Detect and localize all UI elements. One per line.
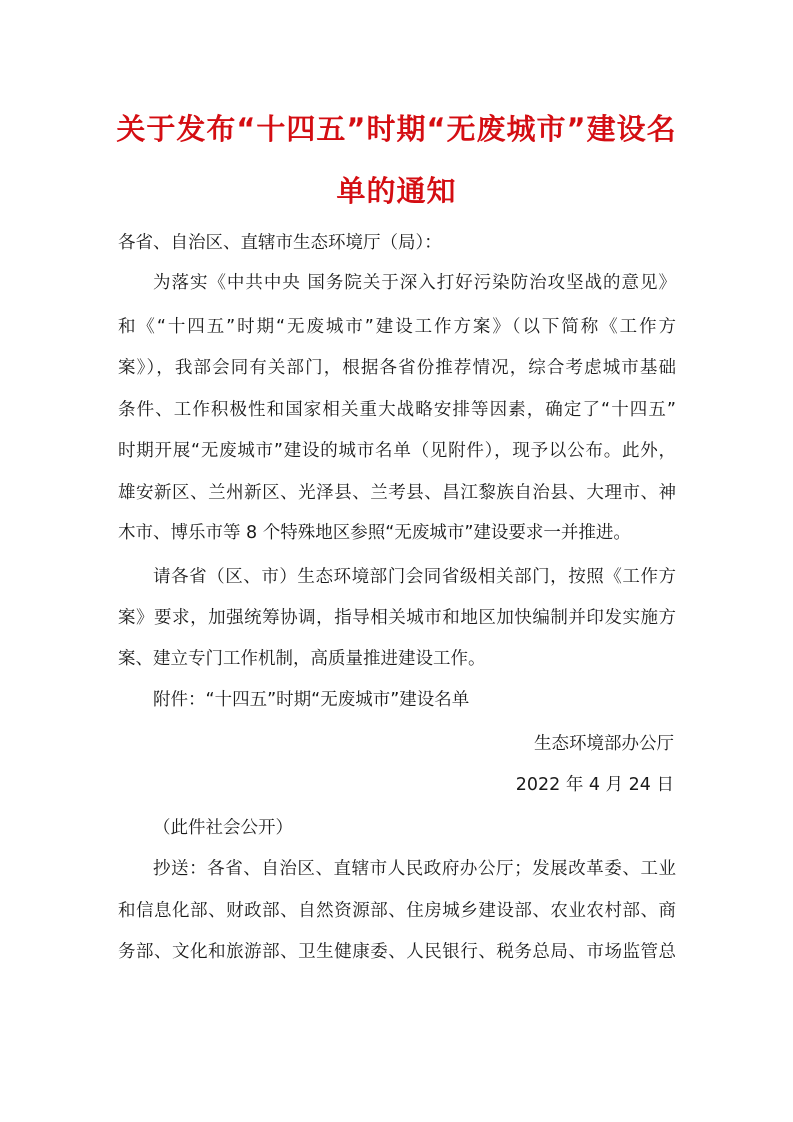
paragraph-2-line-2: 案》要求，加强统筹协调，指导相关城市和地区加快编制并印发实施方 (118, 608, 676, 628)
document-title-line-1: 关于发布“十四五”时期“无废城市”建设名 (116, 112, 677, 146)
paragraph-1-line-3: 案》），我部会同有关部门，根据各省份推荐情况，综合考虑城市基础 (118, 358, 676, 378)
attachment-note: 附件：“十四五”时期“无废城市”建设名单 (153, 690, 470, 710)
cc-line-3: 务部、文化和旅游部、卫生健康委、人民银行、税务总局、市场监管总 (118, 942, 676, 962)
paragraph-1-line-6: 雄安新区、兰州新区、光泽县、兰考县、昌江黎族自治县、大理市、神 (118, 483, 676, 503)
paragraph-1-line-4: 条件、工作积极性和国家相关重大战略安排等因素，确定了“十四五” (118, 400, 676, 420)
paragraph-1-line-5: 时期开展“无废城市”建设的城市名单（见附件），现予以公布。此外， (118, 441, 676, 461)
issue-date: 2022 年 4 月 24 日 (515, 775, 674, 795)
cc-line-2: 和信息化部、财政部、自然资源部、住房城乡建设部、农业农村部、商 (118, 901, 676, 921)
paragraph-1-line-7: 木市、博乐市等 8 个特殊地区参照“无废城市”建设要求一并推进。 (118, 523, 631, 543)
paragraph-2-line-3: 案、建立专门工作机制，高质量推进建设工作。 (118, 649, 486, 669)
document-title-line-2: 单的通知 (336, 174, 457, 208)
salutation: 各省、自治区、直辖市生态环境厅（局）： (118, 233, 442, 253)
paragraph-1-line-2: 和《“十四五”时期“无废城市”建设工作方案》（以下简称《工作方 (118, 317, 676, 337)
paragraph-2-line-1: 请各省（区、市）生态环境部门会同省级相关部门，按照《工作方 (153, 567, 676, 587)
paragraph-1-line-1: 为落实《中共中央 国务院关于深入打好污染防治攻坚战的意见》 (153, 273, 676, 293)
issuer-name: 生态环境部办公厅 (534, 734, 674, 754)
cc-line-1: 抄送：各省、自治区、直辖市人民政府办公厅；发展改革委、工业 (153, 859, 676, 879)
disclosure-note: （此件社会公开） (153, 818, 293, 838)
